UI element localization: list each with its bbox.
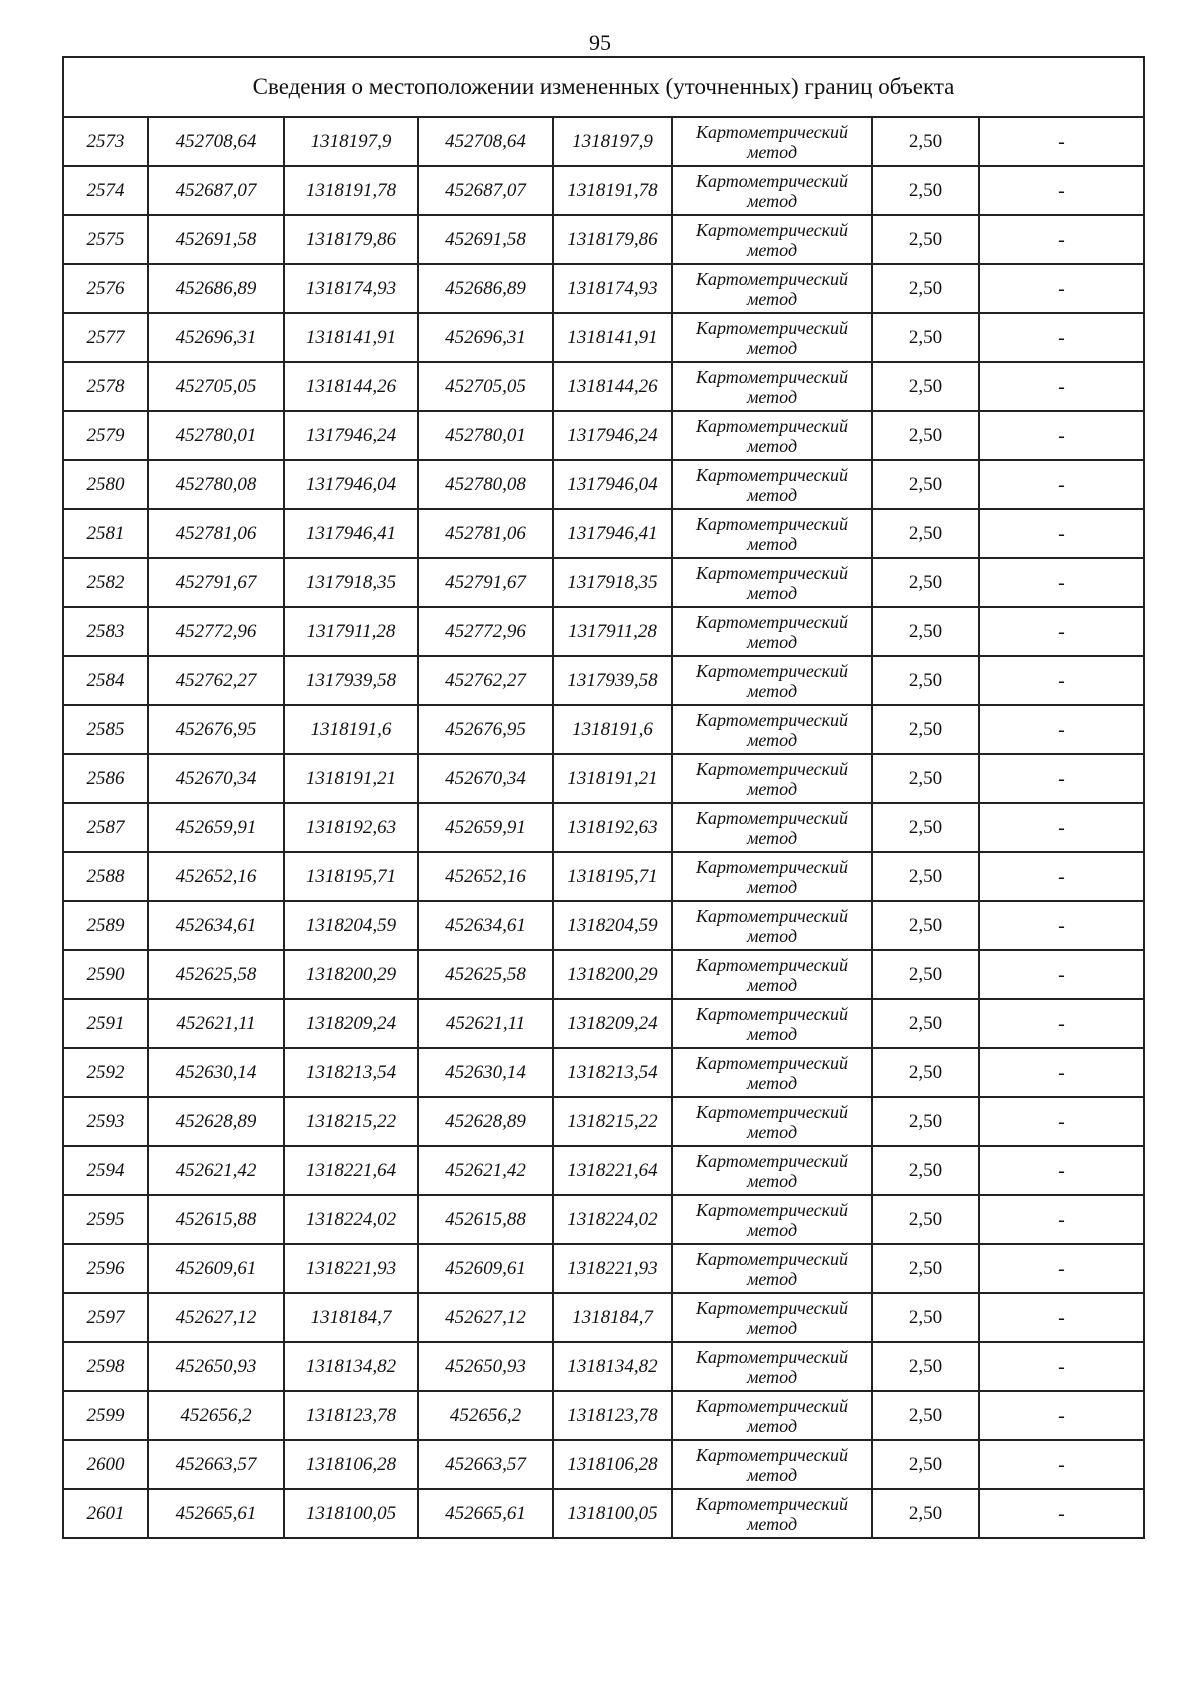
- cell-x-existing: 452676,95: [148, 705, 284, 754]
- cell-x-refined: 452663,57: [418, 1440, 553, 1489]
- table-row: [63, 999, 1144, 1048]
- cell-method: Картометрический метод: [672, 1048, 872, 1097]
- table-row: [63, 705, 1144, 754]
- cell-point-number: 2592: [63, 1048, 148, 1097]
- cell-x-existing: 452780,01: [148, 411, 284, 460]
- cell-description: -: [979, 852, 1144, 901]
- cell-x-refined: 452691,58: [418, 215, 553, 264]
- cell-x-existing: 452762,27: [148, 656, 284, 705]
- cell-y-existing: 1317911,28: [284, 607, 418, 656]
- cell-y-existing: 1318134,82: [284, 1342, 418, 1391]
- cell-accuracy: 2,50: [872, 1097, 979, 1146]
- cell-method: Картометрический метод: [672, 558, 872, 607]
- cell-point-number: 2586: [63, 754, 148, 803]
- cell-description: -: [979, 950, 1144, 999]
- cell-y-existing: 1318179,86: [284, 215, 418, 264]
- cell-y-refined: 1318141,91: [553, 313, 672, 362]
- cell-description: -: [979, 1195, 1144, 1244]
- cell-x-refined: 452634,61: [418, 901, 553, 950]
- cell-description: -: [979, 264, 1144, 313]
- table-row: [63, 1195, 1144, 1244]
- cell-description: -: [979, 313, 1144, 362]
- cell-x-existing: 452791,67: [148, 558, 284, 607]
- cell-description: -: [979, 999, 1144, 1048]
- page-number: 95: [589, 30, 611, 55]
- cell-x-refined: 452762,27: [418, 656, 553, 705]
- table-row: [63, 754, 1144, 803]
- cell-y-refined: 1318191,21: [553, 754, 672, 803]
- cell-accuracy: 2,50: [872, 460, 979, 509]
- cell-y-refined: 1318192,63: [553, 803, 672, 852]
- cell-x-refined: 452659,91: [418, 803, 553, 852]
- cell-y-existing: 1317939,58: [284, 656, 418, 705]
- table-row: [63, 950, 1144, 999]
- cell-x-refined: 452772,96: [418, 607, 553, 656]
- cell-description: -: [979, 1440, 1144, 1489]
- cell-point-number: 2591: [63, 999, 148, 1048]
- cell-accuracy: 2,50: [872, 999, 979, 1048]
- cell-method: Картометрический метод: [672, 460, 872, 509]
- cell-method: Картометрический метод: [672, 166, 872, 215]
- table-row: [63, 607, 1144, 656]
- table-title: Сведения о местоположении измененных (уточненных) границ объекта: [63, 57, 1144, 117]
- cell-x-existing: 452659,91: [148, 803, 284, 852]
- cell-y-refined: 1318197,9: [553, 117, 672, 166]
- cell-description: -: [979, 460, 1144, 509]
- cell-description: -: [979, 1489, 1144, 1538]
- cell-point-number: 2580: [63, 460, 148, 509]
- cell-point-number: 2578: [63, 362, 148, 411]
- cell-description: -: [979, 509, 1144, 558]
- cell-x-refined: 452615,88: [418, 1195, 553, 1244]
- cell-y-refined: 1318134,82: [553, 1342, 672, 1391]
- table-row: [63, 1391, 1144, 1440]
- cell-y-existing: 1318221,93: [284, 1244, 418, 1293]
- cell-point-number: 2577: [63, 313, 148, 362]
- cell-y-existing: 1318174,93: [284, 264, 418, 313]
- table-title-row: [63, 57, 1144, 117]
- cell-point-number: 2585: [63, 705, 148, 754]
- table-row: [63, 1342, 1144, 1391]
- cell-x-refined: 452609,61: [418, 1244, 553, 1293]
- cell-x-refined: 452708,64: [418, 117, 553, 166]
- cell-accuracy: 2,50: [872, 1048, 979, 1097]
- cell-x-refined: 452627,12: [418, 1293, 553, 1342]
- cell-accuracy: 2,50: [872, 264, 979, 313]
- cell-method: Картометрический метод: [672, 607, 872, 656]
- cell-method: Картометрический метод: [672, 950, 872, 999]
- cell-method: Картометрический метод: [672, 1342, 872, 1391]
- cell-accuracy: 2,50: [872, 950, 979, 999]
- cell-x-existing: 452630,14: [148, 1048, 284, 1097]
- cell-x-existing: 452625,58: [148, 950, 284, 999]
- cell-y-refined: 1318184,7: [553, 1293, 672, 1342]
- cell-accuracy: 2,50: [872, 558, 979, 607]
- cell-accuracy: 2,50: [872, 705, 979, 754]
- cell-x-existing: 452621,42: [148, 1146, 284, 1195]
- cell-description: -: [979, 411, 1144, 460]
- cell-y-existing: 1318184,7: [284, 1293, 418, 1342]
- cell-accuracy: 2,50: [872, 215, 979, 264]
- cell-x-refined: 452621,42: [418, 1146, 553, 1195]
- cell-point-number: 2581: [63, 509, 148, 558]
- cell-x-existing: 452634,61: [148, 901, 284, 950]
- cell-method: Картометрический метод: [672, 1440, 872, 1489]
- cell-y-refined: 1318179,86: [553, 215, 672, 264]
- cell-y-refined: 1318106,28: [553, 1440, 672, 1489]
- cell-x-existing: 452686,89: [148, 264, 284, 313]
- cell-point-number: 2579: [63, 411, 148, 460]
- cell-x-refined: 452630,14: [418, 1048, 553, 1097]
- cell-x-refined: 452670,34: [418, 754, 553, 803]
- cell-accuracy: 2,50: [872, 362, 979, 411]
- cell-x-refined: 452781,06: [418, 509, 553, 558]
- cell-point-number: 2594: [63, 1146, 148, 1195]
- cell-method: Картометрический метод: [672, 852, 872, 901]
- cell-method: Картометрический метод: [672, 901, 872, 950]
- cell-method: Картометрический метод: [672, 215, 872, 264]
- cell-y-existing: 1318195,71: [284, 852, 418, 901]
- cell-accuracy: 2,50: [872, 411, 979, 460]
- cell-y-refined: 1318100,05: [553, 1489, 672, 1538]
- cell-y-existing: 1318200,29: [284, 950, 418, 999]
- cell-y-refined: 1318144,26: [553, 362, 672, 411]
- cell-x-refined: 452686,89: [418, 264, 553, 313]
- cell-description: -: [979, 362, 1144, 411]
- cell-description: -: [979, 1146, 1144, 1195]
- cell-x-refined: 452652,16: [418, 852, 553, 901]
- cell-y-refined: 1318191,6: [553, 705, 672, 754]
- cell-x-refined: 452628,89: [418, 1097, 553, 1146]
- cell-x-existing: 452665,61: [148, 1489, 284, 1538]
- cell-y-existing: 1318209,24: [284, 999, 418, 1048]
- cell-y-existing: 1318204,59: [284, 901, 418, 950]
- table-row: [63, 852, 1144, 901]
- table-row: [63, 1146, 1144, 1195]
- cell-method: Картометрический метод: [672, 754, 872, 803]
- cell-y-refined: 1318224,02: [553, 1195, 672, 1244]
- cell-accuracy: 2,50: [872, 1293, 979, 1342]
- cell-description: -: [979, 1097, 1144, 1146]
- table-row: [63, 362, 1144, 411]
- cell-y-existing: 1317918,35: [284, 558, 418, 607]
- cell-description: -: [979, 215, 1144, 264]
- cell-accuracy: 2,50: [872, 1146, 979, 1195]
- cell-method: Картометрический метод: [672, 509, 872, 558]
- cell-y-refined: 1318209,24: [553, 999, 672, 1048]
- cell-accuracy: 2,50: [872, 901, 979, 950]
- cell-x-existing: 452628,89: [148, 1097, 284, 1146]
- cell-method: Картометрический метод: [672, 117, 872, 166]
- cell-method: Картометрический метод: [672, 1244, 872, 1293]
- cell-method: Картометрический метод: [672, 1146, 872, 1195]
- table-row: [63, 1293, 1144, 1342]
- cell-point-number: 2598: [63, 1342, 148, 1391]
- cell-description: -: [979, 558, 1144, 607]
- cell-x-refined: 452705,05: [418, 362, 553, 411]
- cell-accuracy: 2,50: [872, 803, 979, 852]
- cell-y-refined: 1318191,78: [553, 166, 672, 215]
- cell-x-existing: 452696,31: [148, 313, 284, 362]
- table-row: [63, 215, 1144, 264]
- cell-description: -: [979, 1048, 1144, 1097]
- cell-y-refined: 1318221,93: [553, 1244, 672, 1293]
- cell-point-number: 2587: [63, 803, 148, 852]
- cell-x-refined: 452650,93: [418, 1342, 553, 1391]
- cell-accuracy: 2,50: [872, 166, 979, 215]
- cell-accuracy: 2,50: [872, 117, 979, 166]
- table-row: [63, 901, 1144, 950]
- cell-x-existing: 452609,61: [148, 1244, 284, 1293]
- boundary-coordinates-table: [62, 56, 1145, 1539]
- cell-y-existing: 1318106,28: [284, 1440, 418, 1489]
- cell-accuracy: 2,50: [872, 852, 979, 901]
- cell-x-refined: 452780,01: [418, 411, 553, 460]
- cell-y-existing: 1318191,78: [284, 166, 418, 215]
- cell-description: -: [979, 1391, 1144, 1440]
- cell-x-existing: 452670,34: [148, 754, 284, 803]
- cell-y-refined: 1317911,28: [553, 607, 672, 656]
- cell-description: -: [979, 803, 1144, 852]
- table-row: [63, 460, 1144, 509]
- table-row: [63, 803, 1144, 852]
- table-row: [63, 117, 1144, 166]
- cell-x-existing: 452652,16: [148, 852, 284, 901]
- table-row: [63, 166, 1144, 215]
- table-row: [63, 264, 1144, 313]
- cell-method: Картометрический метод: [672, 313, 872, 362]
- cell-description: -: [979, 1342, 1144, 1391]
- cell-point-number: 2601: [63, 1489, 148, 1538]
- cell-y-refined: 1318215,22: [553, 1097, 672, 1146]
- cell-x-existing: 452656,2: [148, 1391, 284, 1440]
- cell-x-refined: 452696,31: [418, 313, 553, 362]
- cell-x-refined: 452621,11: [418, 999, 553, 1048]
- cell-y-existing: 1318123,78: [284, 1391, 418, 1440]
- cell-y-refined: 1317946,41: [553, 509, 672, 558]
- cell-accuracy: 2,50: [872, 1244, 979, 1293]
- cell-accuracy: 2,50: [872, 607, 979, 656]
- cell-description: -: [979, 166, 1144, 215]
- cell-y-existing: 1318192,63: [284, 803, 418, 852]
- cell-y-existing: 1318221,64: [284, 1146, 418, 1195]
- cell-point-number: 2599: [63, 1391, 148, 1440]
- cell-point-number: 2590: [63, 950, 148, 999]
- cell-x-existing: 452663,57: [148, 1440, 284, 1489]
- cell-method: Картометрический метод: [672, 362, 872, 411]
- cell-method: Картометрический метод: [672, 1489, 872, 1538]
- cell-y-existing: 1317946,41: [284, 509, 418, 558]
- cell-accuracy: 2,50: [872, 1342, 979, 1391]
- cell-x-refined: 452625,58: [418, 950, 553, 999]
- cell-point-number: 2576: [63, 264, 148, 313]
- cell-x-existing: 452621,11: [148, 999, 284, 1048]
- cell-y-refined: 1318213,54: [553, 1048, 672, 1097]
- table-row: [63, 1440, 1144, 1489]
- cell-x-refined: 452656,2: [418, 1391, 553, 1440]
- table-row: [63, 1048, 1144, 1097]
- cell-method: Картометрический метод: [672, 1195, 872, 1244]
- cell-x-refined: 452676,95: [418, 705, 553, 754]
- cell-x-existing: 452772,96: [148, 607, 284, 656]
- cell-y-refined: 1318174,93: [553, 264, 672, 313]
- cell-method: Картометрический метод: [672, 1097, 872, 1146]
- cell-method: Картометрический метод: [672, 1391, 872, 1440]
- cell-description: -: [979, 117, 1144, 166]
- cell-y-existing: 1317946,24: [284, 411, 418, 460]
- table-row: [63, 1244, 1144, 1293]
- cell-x-refined: 452665,61: [418, 1489, 553, 1538]
- cell-point-number: 2583: [63, 607, 148, 656]
- cell-accuracy: 2,50: [872, 656, 979, 705]
- table-row: [63, 558, 1144, 607]
- cell-description: -: [979, 705, 1144, 754]
- table-row: [63, 509, 1144, 558]
- table-row: [63, 411, 1144, 460]
- table-row: [63, 313, 1144, 362]
- table-body: [63, 117, 1144, 1538]
- cell-y-existing: 1318215,22: [284, 1097, 418, 1146]
- cell-accuracy: 2,50: [872, 1195, 979, 1244]
- cell-y-refined: 1318204,59: [553, 901, 672, 950]
- cell-x-existing: 452691,58: [148, 215, 284, 264]
- cell-description: -: [979, 901, 1144, 950]
- cell-x-existing: 452687,07: [148, 166, 284, 215]
- cell-y-existing: 1318224,02: [284, 1195, 418, 1244]
- cell-accuracy: 2,50: [872, 1489, 979, 1538]
- cell-x-existing: 452650,93: [148, 1342, 284, 1391]
- cell-y-existing: 1318191,21: [284, 754, 418, 803]
- cell-accuracy: 2,50: [872, 509, 979, 558]
- cell-y-existing: 1318141,91: [284, 313, 418, 362]
- cell-x-existing: 452615,88: [148, 1195, 284, 1244]
- cell-method: Картометрический метод: [672, 264, 872, 313]
- cell-y-existing: 1318100,05: [284, 1489, 418, 1538]
- cell-x-existing: 452780,08: [148, 460, 284, 509]
- cell-method: Картометрический метод: [672, 803, 872, 852]
- cell-description: -: [979, 1293, 1144, 1342]
- cell-x-refined: 452687,07: [418, 166, 553, 215]
- cell-x-refined: 452791,67: [418, 558, 553, 607]
- cell-method: Картометрический метод: [672, 411, 872, 460]
- cell-y-refined: 1318200,29: [553, 950, 672, 999]
- cell-point-number: 2589: [63, 901, 148, 950]
- cell-point-number: 2597: [63, 1293, 148, 1342]
- table-row: [63, 656, 1144, 705]
- cell-y-existing: 1318191,6: [284, 705, 418, 754]
- cell-method: Картометрический метод: [672, 705, 872, 754]
- cell-x-existing: 452627,12: [148, 1293, 284, 1342]
- cell-y-refined: 1318123,78: [553, 1391, 672, 1440]
- cell-point-number: 2582: [63, 558, 148, 607]
- table-row: [63, 1097, 1144, 1146]
- cell-point-number: 2596: [63, 1244, 148, 1293]
- cell-y-refined: 1317946,24: [553, 411, 672, 460]
- cell-point-number: 2584: [63, 656, 148, 705]
- cell-accuracy: 2,50: [872, 754, 979, 803]
- table-row: [63, 1489, 1144, 1538]
- cell-y-refined: 1318195,71: [553, 852, 672, 901]
- cell-point-number: 2573: [63, 117, 148, 166]
- cell-y-refined: 1317918,35: [553, 558, 672, 607]
- cell-y-refined: 1317946,04: [553, 460, 672, 509]
- cell-y-existing: 1318144,26: [284, 362, 418, 411]
- cell-method: Картометрический метод: [672, 999, 872, 1048]
- cell-description: -: [979, 1244, 1144, 1293]
- cell-accuracy: 2,50: [872, 1440, 979, 1489]
- cell-description: -: [979, 607, 1144, 656]
- cell-description: -: [979, 656, 1144, 705]
- cell-accuracy: 2,50: [872, 1391, 979, 1440]
- cell-x-existing: 452781,06: [148, 509, 284, 558]
- cell-point-number: 2574: [63, 166, 148, 215]
- cell-x-existing: 452708,64: [148, 117, 284, 166]
- cell-description: -: [979, 754, 1144, 803]
- cell-y-existing: 1318213,54: [284, 1048, 418, 1097]
- cell-point-number: 2575: [63, 215, 148, 264]
- boundary-table-container: [62, 56, 1143, 1539]
- cell-accuracy: 2,50: [872, 313, 979, 362]
- cell-point-number: 2588: [63, 852, 148, 901]
- cell-point-number: 2593: [63, 1097, 148, 1146]
- cell-point-number: 2600: [63, 1440, 148, 1489]
- cell-x-refined: 452780,08: [418, 460, 553, 509]
- cell-y-refined: 1318221,64: [553, 1146, 672, 1195]
- cell-method: Картометрический метод: [672, 656, 872, 705]
- cell-x-existing: 452705,05: [148, 362, 284, 411]
- cell-y-refined: 1317939,58: [553, 656, 672, 705]
- cell-point-number: 2595: [63, 1195, 148, 1244]
- cell-y-existing: 1318197,9: [284, 117, 418, 166]
- cell-method: Картометрический метод: [672, 1293, 872, 1342]
- cell-y-existing: 1317946,04: [284, 460, 418, 509]
